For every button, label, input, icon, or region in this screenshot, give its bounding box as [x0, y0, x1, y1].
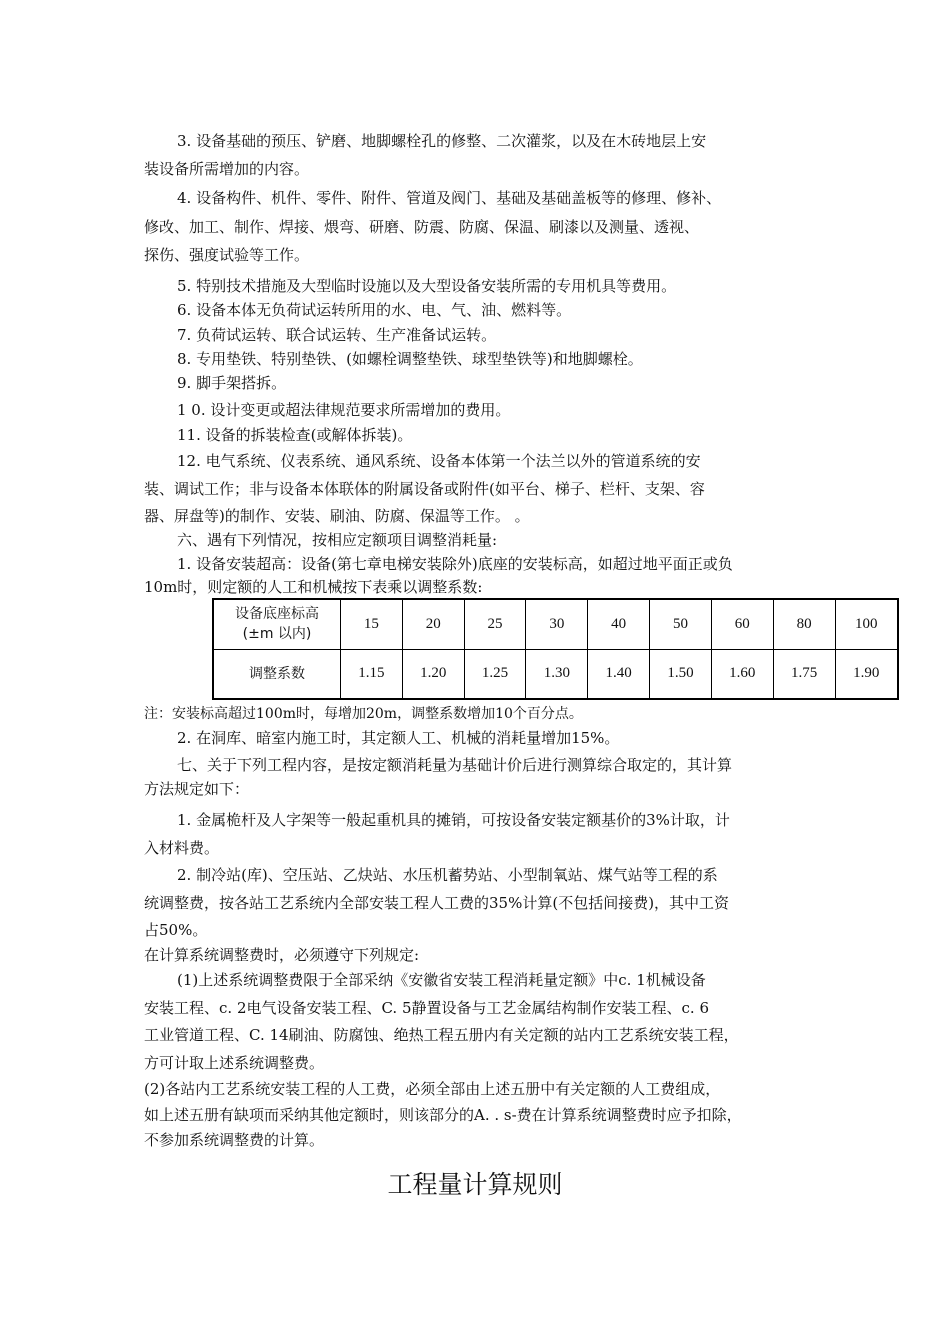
text-line: 工业管道工程、C. 14刷油、防腐蚀、绝热工程五册内有关定额的站内工艺系统安装工程，	[144, 1026, 739, 1044]
table-cell: 1.60	[711, 649, 773, 699]
table-cell: 1.40	[588, 649, 650, 699]
text-line: 在计算系统调整费时，必须遵守下列规定:	[144, 946, 420, 964]
table-cell: 80	[773, 599, 835, 649]
text-line: 六、遇有下列情况，按相应定额项目调整消耗量:	[177, 531, 498, 549]
text-line: 12. 电气系统、仪表系统、通风系统、设备本体第一个法兰以外的管道系统的安	[177, 452, 701, 470]
table-header-cell: 调整系数	[213, 649, 341, 699]
text-line: 如上述五册有缺项而采纳其他定额时，则该部分的A. . s-费在计算系统调整费时应予扣除，	[144, 1106, 742, 1124]
section-title: 工程量计算规则	[387, 1170, 563, 1199]
table-header-line: 设备底座标高	[235, 606, 319, 623]
table-row	[213, 599, 898, 649]
text-line: 2. 在洞库、暗室内施工时，其定额人工、机械的消耗量增加15%。	[177, 729, 620, 747]
table-note: 注：安装标高超过100m时，每增加20m，调整系数增加10个百分点。	[144, 706, 583, 722]
table-cell: 15	[341, 599, 403, 649]
text-line: 七、关于下列工程内容，是按定额消耗量为基础计价后进行测算综合取定的，其计算	[177, 756, 733, 774]
adjustment-coefficient-table	[212, 598, 899, 700]
table-cell: 1.50	[650, 649, 712, 699]
text-line: 1. 设备安装超高：设备(第七章电梯安装除外)底座的安装标高，如超过地平面正或负	[177, 555, 733, 573]
table-row	[213, 649, 898, 699]
table-header-cell	[213, 599, 341, 649]
text-line: 9. 脚手架搭拆。	[177, 374, 287, 392]
text-line: 10m时，则定额的人工和机械按下表乘以调整系数:	[144, 578, 483, 596]
table-cell: 1.90	[835, 649, 898, 699]
text-line: 装设备所需增加的内容。	[144, 160, 310, 178]
table-header-line: (±m 以内)	[242, 626, 312, 643]
text-line: 统调整费，按各站工艺系统内全部安装工程人工费的35%计算(不包括间接费)，其中工资	[144, 894, 730, 912]
text-line: 7. 负荷试运转、联合试运转、生产准备试运转。	[177, 326, 497, 344]
text-line: (2)各站内工艺系统安装工程的人工费，必须全部由上述五册中有关定额的人工费组成，	[144, 1080, 721, 1098]
table-cell: 40	[588, 599, 650, 649]
text-line: 不参加系统调整费的计算。	[144, 1131, 325, 1149]
text-line: 1. 金属桅杆及人字架等一般起重机具的摊销，可按设备安装定额基价的3%计取，计	[177, 811, 730, 829]
table-cell: 1.30	[526, 649, 588, 699]
table-cell: 25	[464, 599, 526, 649]
table-cell: 50	[650, 599, 712, 649]
text-line: 2. 制冷站(库)、空压站、乙炔站、水压机蓄势站、小型制氧站、煤气站等工程的系	[177, 866, 718, 884]
table-cell: 20	[402, 599, 464, 649]
table-cell: 60	[711, 599, 773, 649]
text-line: 3. 设备基础的预压、铲磨、地脚螺栓孔的修整、二次灌浆，以及在木砖地层上安	[177, 132, 707, 150]
text-line: 方可计取上述系统调整费。	[144, 1054, 325, 1072]
text-line: 安装工程、c. 2电气设备安装工程、C. 5静置设备与工艺金属结构制作安装工程、c. 6	[144, 999, 709, 1017]
text-line: 5. 特别技术措施及大型临时设施以及大型设备安装所需的专用机具等费用。	[177, 277, 677, 295]
text-line: 器、屏盘等)的制作、安装、刷油、防腐、保温等工作。 。	[144, 507, 530, 525]
table-cell: 1.15	[341, 649, 403, 699]
text-line: 装、调试工作；非与设备本体联体的附属设备或附件(如平台、梯子、栏杆、支架、容	[144, 480, 705, 498]
table-cell: 100	[835, 599, 898, 649]
text-line: 占50%。	[144, 921, 208, 939]
text-line: 8. 专用垫铁、特别垫铁、(如螺栓调整垫铁、球型垫铁等)和地脚螺栓。	[177, 350, 643, 368]
table-cell: 1.20	[402, 649, 464, 699]
text-line: 入材料费。	[144, 839, 220, 857]
text-line: 11. 设备的拆装检查(或解体拆装)。	[177, 426, 413, 444]
text-line: 探伤、强度试验等工作。	[144, 246, 310, 264]
text-line: 6. 设备本体无负荷试运转所用的水、电、气、油、燃料等。	[177, 301, 572, 319]
text-line: (1)上述系统调整费限于全部采纳《安徽省安装工程消耗量定额》中c. 1机械设备	[177, 971, 706, 989]
table-cell: 1.75	[773, 649, 835, 699]
table-cell: 30	[526, 599, 588, 649]
text-line: 4. 设备构件、机件、零件、附件、管道及阀门、基础及基础盖板等的修理、修补、	[177, 189, 722, 207]
table-cell: 1.25	[464, 649, 526, 699]
text-line: 方法规定如下：	[144, 780, 250, 798]
text-line: 1 0. 设计变更或超法律规范要求所需增加的费用。	[177, 401, 511, 419]
text-line: 修改、加工、制作、焊接、煨弯、研磨、防震、防腐、保温、刷漆以及测量、透视、	[144, 218, 700, 236]
